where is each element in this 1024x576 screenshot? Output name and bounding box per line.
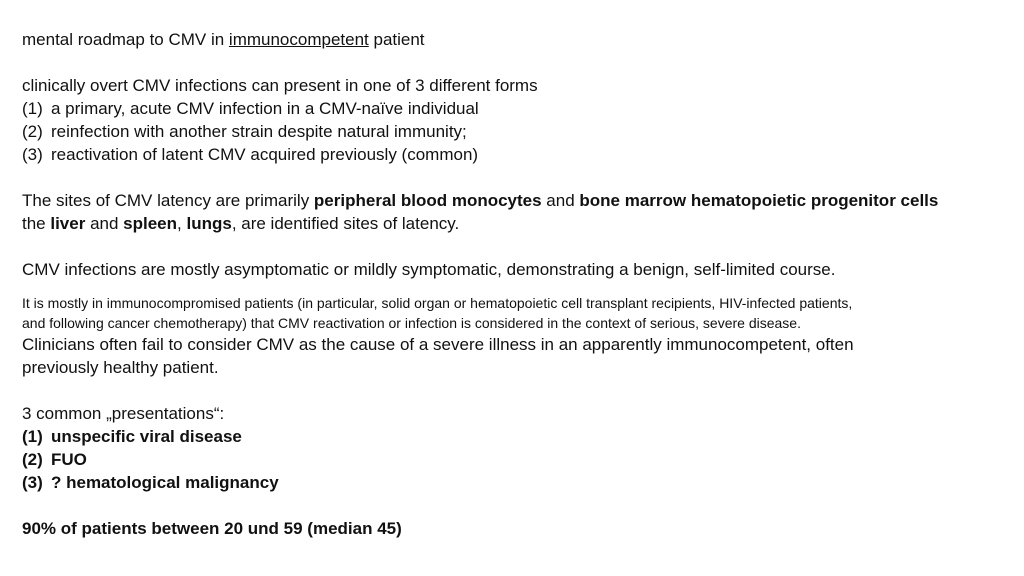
latency-text: The sites of CMV latency are primarily bbox=[22, 191, 314, 210]
immunocompromised-line-2: and following cancer chemotherapy) that CMV reactivation or infection is considered in the context of serious, severe disease. bbox=[22, 315, 801, 331]
latency-text: the bbox=[22, 214, 51, 233]
forms-item-text: a primary, acute CMV infection in a CMV-naïve individual bbox=[51, 99, 479, 118]
forms-item-number: (1) bbox=[22, 99, 43, 118]
forms-item-2 bbox=[22, 120, 1022, 143]
title-underlined: immunocompetent bbox=[228, 30, 369, 49]
latency-site-liver: liver bbox=[50, 214, 86, 233]
latency-line-2 bbox=[22, 212, 1022, 235]
presentation-item-3 bbox=[22, 471, 1022, 494]
latency-site-lungs: lungs bbox=[186, 214, 232, 233]
slide bbox=[22, 28, 1022, 540]
presentation-item-2 bbox=[22, 448, 1022, 471]
title-suffix: patient bbox=[368, 30, 425, 49]
presentation-item-text: FUO bbox=[51, 450, 87, 469]
latency-line-1 bbox=[22, 189, 1022, 212]
presentation-item-1 bbox=[22, 425, 1022, 448]
forms-item-number: (2) bbox=[22, 122, 43, 141]
latency-site-bone-marrow: bone marrow hematopoietic progenitor cells bbox=[579, 191, 939, 210]
course-text: CMV infections are mostly asymptomatic or mildly symptomatic, demonstrating a benign, self-limited course. bbox=[22, 260, 836, 279]
forms-item-text: reinfection with another strain despite natural immunity; bbox=[51, 122, 467, 141]
forms-intro: clinically overt CMV infections can present in one of 3 different forms bbox=[22, 76, 538, 95]
latency-site-monocytes: peripheral blood monocytes bbox=[313, 191, 542, 210]
presentation-item-number: (1) bbox=[22, 427, 43, 446]
latency-text: and bbox=[541, 191, 580, 210]
immunocompromised-line-1: It is mostly in immunocompromised patients (in particular, solid organ or hematopoietic cell transplant recipients, HIV-infected patients, bbox=[22, 295, 853, 311]
clinicians-line-1: Clinicians often fail to consider CMV as the cause of a severe illness in an apparently immunocompetent, often bbox=[22, 335, 854, 354]
latency-text: , are identified sites of latency. bbox=[231, 214, 460, 233]
title-prefix: mental roadmap to CMV in bbox=[22, 30, 229, 49]
latency-site-spleen: spleen bbox=[123, 214, 178, 233]
presentations-intro: 3 common „presentations“: bbox=[22, 404, 225, 423]
forms-item-1 bbox=[22, 97, 1022, 120]
clinicians-line-2: previously healthy patient. bbox=[22, 358, 219, 377]
latency-text: and bbox=[85, 214, 124, 233]
presentation-item-text: unspecific viral disease bbox=[51, 427, 242, 446]
forms-item-number: (3) bbox=[22, 145, 43, 164]
latency-text: , bbox=[177, 214, 187, 233]
forms-item-3 bbox=[22, 143, 1022, 166]
age-distribution: 90% of patients between 20 und 59 (median 45) bbox=[22, 519, 402, 538]
presentation-item-text: ? hematological malignancy bbox=[51, 473, 279, 492]
presentation-item-number: (3) bbox=[22, 473, 43, 492]
presentation-item-number: (2) bbox=[22, 450, 43, 469]
slide-title bbox=[22, 28, 1022, 51]
forms-item-text: reactivation of latent CMV acquired previously (common) bbox=[51, 145, 479, 164]
